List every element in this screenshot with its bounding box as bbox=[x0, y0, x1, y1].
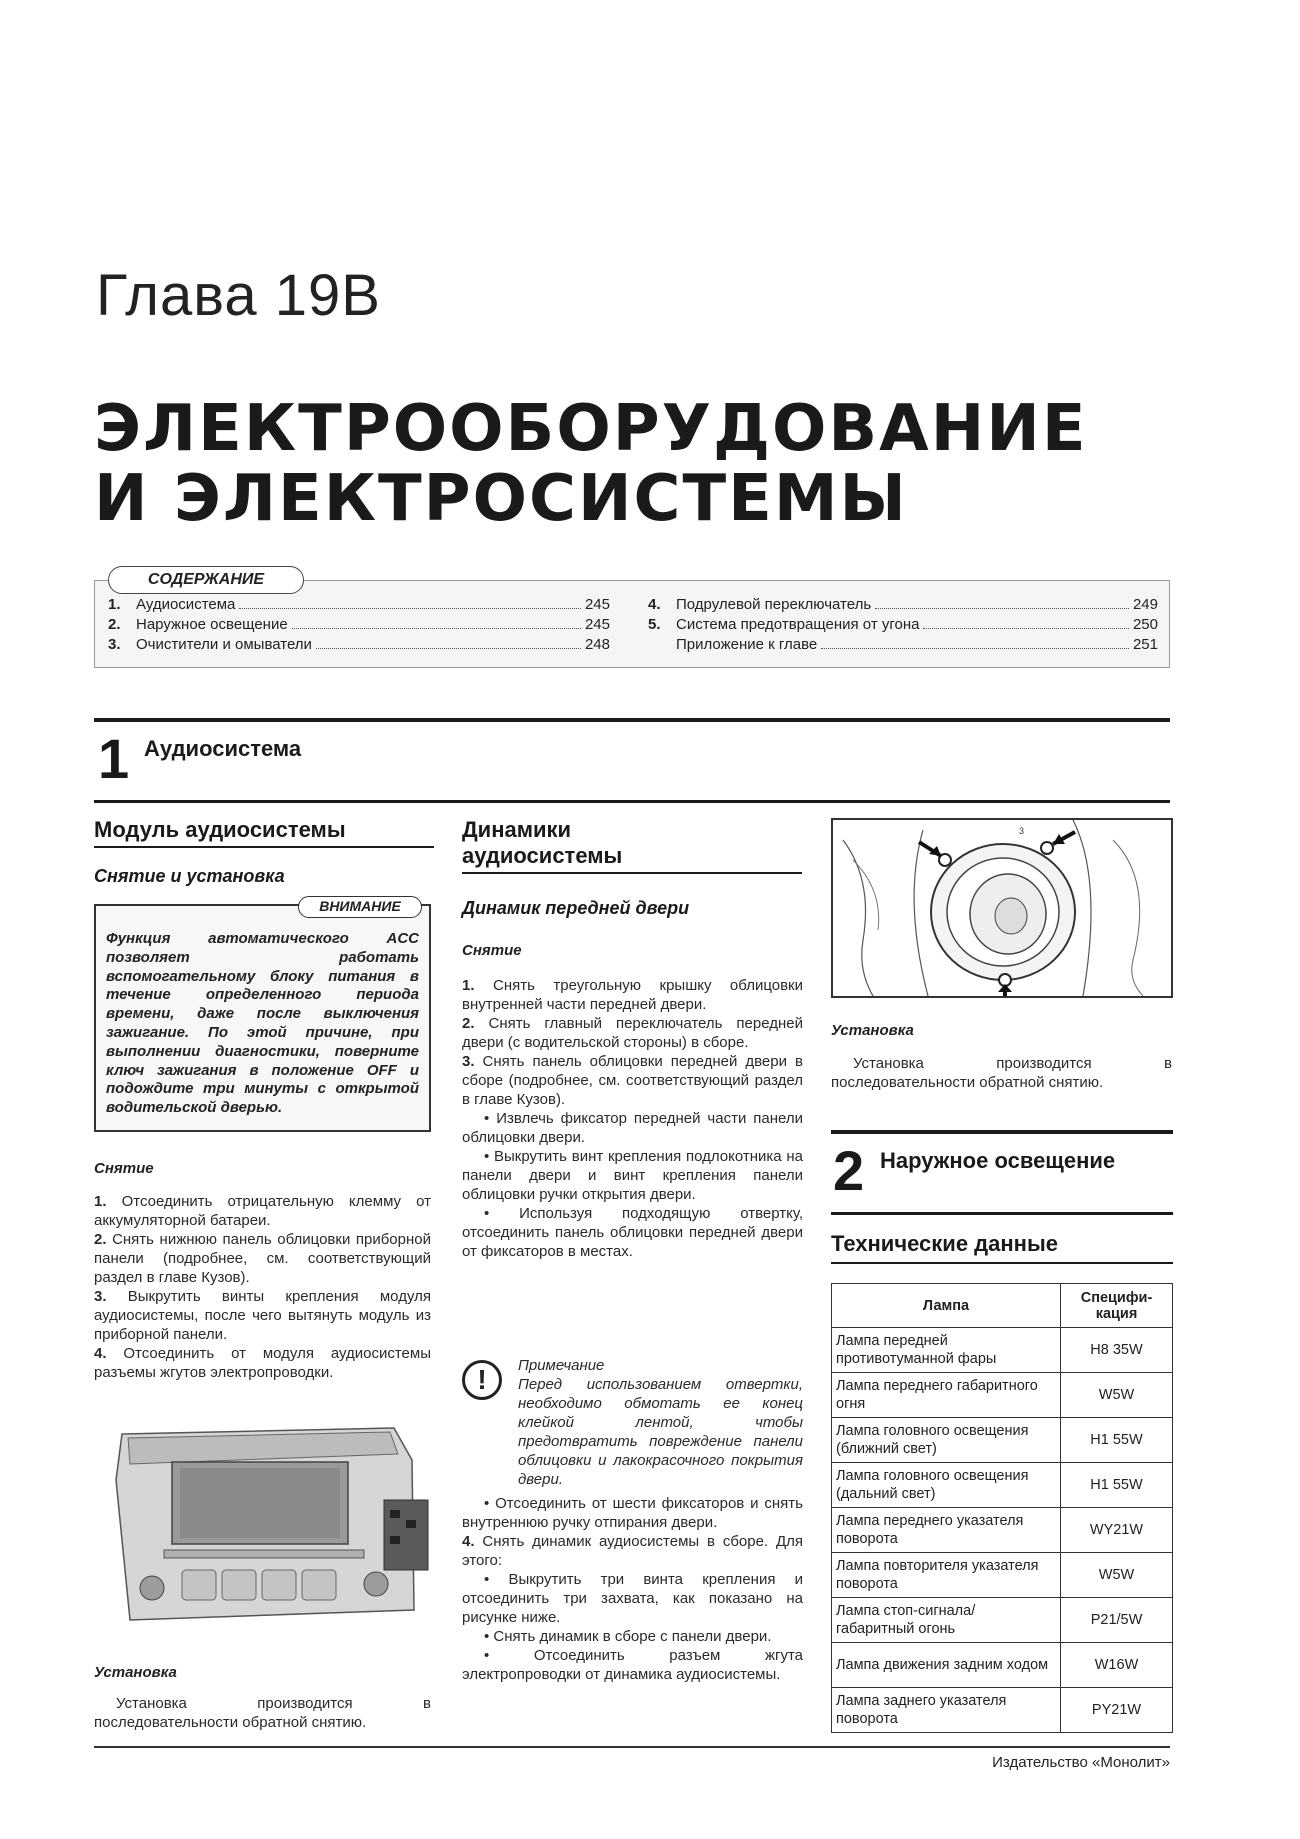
spec-cell: H1 55W bbox=[1061, 1463, 1173, 1508]
toc-item-number: 3. bbox=[108, 636, 121, 653]
audio-module-illustration bbox=[94, 1420, 434, 1632]
lamp-cell: Лампа стоп-сигнала/ габаритный огонь bbox=[832, 1598, 1061, 1643]
bullet-text: Выкрутить три винта крепления и отсоединить три захвата, как показано на рисунке ниже. bbox=[462, 1571, 803, 1626]
step-number: 1. bbox=[462, 977, 475, 994]
toc-item-number: 4. bbox=[648, 596, 661, 613]
toc-leader-dots bbox=[875, 608, 1129, 609]
install-heading: Установка bbox=[831, 1022, 914, 1039]
table-row bbox=[832, 1688, 1173, 1733]
speaker-figure bbox=[831, 818, 1173, 998]
toc-item-page: 248 bbox=[584, 636, 610, 653]
toc-leader-dots bbox=[821, 648, 1129, 649]
bullet-text: Извлечь фиксатор передней части панели облицовки двери. bbox=[462, 1110, 803, 1146]
page-title-line-1: ЭЛЕКТРООБОРУДОВАНИЕ bbox=[94, 392, 1088, 466]
note-icon: ! bbox=[462, 1360, 502, 1400]
warning-text: Функция автоматического ACC позволяет работать вспомогательному блоку питания в течение определенного периода времени, даже после выключения зажигание. По этой причине, при выполнении диагностики, поверните ключ зажигания в положение OFF и подождите три минуты с открытой водительской дверью. bbox=[106, 930, 419, 1117]
publisher-footer: Издательство «Монолит» bbox=[992, 1754, 1170, 1771]
bullet-text: Отсоединить разъем жгута электропроводки от динамика аудиосистемы. bbox=[462, 1647, 803, 1683]
bullet-text: Снять динамик в сборе с панели двери. bbox=[493, 1628, 772, 1645]
table-row bbox=[832, 1463, 1173, 1508]
toc-item[interactable] bbox=[108, 636, 610, 653]
toc-item-page: 249 bbox=[1132, 596, 1158, 613]
toc-leader-dots bbox=[239, 608, 581, 609]
lamp-cell: Лампа передней противотуманной фары bbox=[832, 1328, 1061, 1373]
step-number: 3. bbox=[94, 1288, 107, 1305]
spec-cell: PY21W bbox=[1061, 1688, 1173, 1733]
toc-item[interactable] bbox=[648, 596, 1158, 613]
section-rule bbox=[831, 1212, 1173, 1215]
spec-cell: W16W bbox=[1061, 1643, 1173, 1688]
removal-steps-continued: • Отсоединить от шести фиксаторов и снять внутреннюю ручку отпирания двери. 4. Снять динамик аудиосистемы в сборе. Для этого: • Выкрутить три винта крепления и отсоединить три захвата, как показано на рисунке ниже. • Снять динамик в сборе с панели двери. • Отсоединить разъем жгута электропроводки от динамика аудиосистемы. bbox=[462, 1495, 803, 1683]
step-number: 4. bbox=[462, 1533, 475, 1550]
footer-rule bbox=[94, 1746, 1170, 1748]
install-paragraph: Установка производится в последовательности обратной снятию. bbox=[831, 1055, 1172, 1091]
removal-heading: Снятие bbox=[94, 1160, 154, 1177]
install-text bbox=[94, 1694, 431, 1732]
bullet-text: Выкрутить винт крепления подлокотника на панели двери и винт крепления панели облицовки ручки открытия двери. bbox=[462, 1148, 804, 1203]
table-header-row bbox=[832, 1284, 1173, 1328]
step-number: 4. bbox=[94, 1345, 107, 1362]
toc-item-text: Очистители и омыватели bbox=[136, 636, 312, 653]
section-number: 1 bbox=[98, 727, 130, 790]
toc-item-text: Наружное освещение bbox=[136, 616, 288, 633]
toc-item[interactable] bbox=[648, 616, 1158, 633]
warning-label: ВНИМАНИЕ bbox=[298, 896, 422, 918]
step-text: Снять треугольную крышку облицовки внутренней части передней двери. bbox=[462, 977, 803, 1013]
spec-cell: H1 55W bbox=[1061, 1418, 1173, 1463]
toc-leader-dots bbox=[292, 628, 581, 629]
spec-cell: P21/5W bbox=[1061, 1598, 1173, 1643]
toc-item-page: 245 bbox=[584, 596, 610, 613]
step-text: Отсоединить от модуля аудиосистемы разъемы жгутов электропроводки. bbox=[94, 1345, 431, 1381]
bullet-text: Используя подходящую отвертку, отсоединить панель облицовки передней двери от фиксаторов в местах. bbox=[462, 1205, 803, 1260]
note-text bbox=[518, 1356, 803, 1489]
table-row bbox=[832, 1598, 1173, 1643]
toc-item[interactable] bbox=[108, 596, 610, 613]
spec-table bbox=[831, 1283, 1173, 1733]
step-text: Снять нижнюю панель облицовки приборной панели (подробнее, см. соответствующий раздел в главе Кузов). bbox=[94, 1231, 431, 1286]
toc-item-text: Система предотвращения от угона bbox=[676, 616, 920, 633]
toc-item-page: 250 bbox=[1132, 616, 1158, 633]
audio-module-figure bbox=[94, 1420, 434, 1632]
subheading: Динамик передней двери bbox=[462, 898, 690, 918]
table-row bbox=[832, 1328, 1173, 1373]
heading-rule bbox=[462, 872, 802, 874]
toc-item-page: 245 bbox=[584, 616, 610, 633]
spec-cell: W5W bbox=[1061, 1553, 1173, 1598]
step-text: Отсоединить отрицательную клемму от аккумуляторной батареи. bbox=[94, 1193, 431, 1229]
column-heading-line-1: Динамики bbox=[462, 817, 572, 842]
lamp-cell: Лампа головного освещения (ближний свет) bbox=[832, 1418, 1061, 1463]
spec-cell: H8 35W bbox=[1061, 1328, 1173, 1373]
install-heading: Установка bbox=[94, 1664, 177, 1681]
heading-rule bbox=[94, 846, 434, 848]
section-rule bbox=[94, 800, 1170, 803]
toc-label: СОДЕРЖАНИЕ bbox=[108, 566, 304, 594]
spec-cell: WY21W bbox=[1061, 1508, 1173, 1553]
table-row bbox=[832, 1418, 1173, 1463]
step-text: Снять динамик аудиосистемы в сборе. Для этого: bbox=[462, 1533, 803, 1569]
table-row bbox=[832, 1373, 1173, 1418]
step-number: 1. bbox=[94, 1193, 107, 1210]
removal-steps: 1. Снять треугольную крышку облицовки внутренней части передней двери. 2. Снять главный переключатель передней двери (с водительской стороны) в сборе. 3. Снять панель облицовки передней двери в сборе (подробнее, см. соответствующий раздел в главе Кузов). • Извлечь фиксатор передней части панели облицовки двери. • Выкрутить винт крепления подлокотника на панели двери и винт крепления панели облицовки ручки открытия двери. • Используя подходящую отвертку, отсоединить панель облицовки передней двери от фиксаторов в местах. bbox=[462, 977, 804, 1260]
lamp-cell: Лампа головного освещения (дальний свет) bbox=[832, 1463, 1061, 1508]
section-number: 2 bbox=[833, 1139, 865, 1202]
section-title: Аудиосистема bbox=[144, 736, 302, 761]
chapter-label: Глава 19В bbox=[96, 263, 381, 328]
install-paragraph: Установка производится в последовательности обратной снятию. bbox=[94, 1695, 431, 1731]
table-row bbox=[832, 1553, 1173, 1598]
section-rule bbox=[94, 718, 1170, 722]
column-heading: Модуль аудиосистемы bbox=[94, 817, 346, 842]
toc-leader-dots bbox=[316, 648, 581, 649]
toc-item-text: Аудиосистема bbox=[136, 596, 236, 613]
note-body: Перед использованием отвертки, необходимо обмотать ее конец клейкой лентой, чтобы предотвратить повреждение панели облицовки и лакокрасочного покрытия двери. bbox=[518, 1376, 803, 1488]
toc-item-text: Подрулевой переключатель bbox=[676, 596, 872, 613]
tech-data-heading: Технические данные bbox=[831, 1231, 1058, 1256]
removal-heading: Снятие bbox=[462, 942, 522, 959]
step-text: Выкрутить винты крепления модуля аудиосистемы, после чего вытянуть модуль из приборной панели. bbox=[94, 1288, 431, 1343]
lamp-cell: Лампа переднего габаритного огня bbox=[832, 1373, 1061, 1418]
step-number: 2. bbox=[462, 1015, 475, 1032]
subheading: Снятие и установка bbox=[94, 866, 285, 886]
warning-box bbox=[94, 904, 431, 1132]
toc-item-number: 5. bbox=[648, 616, 661, 633]
page-title-line-2: И ЭЛЕКТРОСИСТЕМЫ bbox=[94, 462, 908, 536]
table-header-spec: Специфи-кация bbox=[1061, 1284, 1173, 1328]
toc-item-page: 251 bbox=[1132, 636, 1158, 653]
removal-steps bbox=[94, 1192, 431, 1382]
step-text: Снять панель облицовки передней двери в сборе (подробнее, см. соответствующий раздел в главе Кузов). bbox=[462, 1053, 803, 1108]
svg-text:3: 3 bbox=[1019, 826, 1025, 836]
heading-rule bbox=[831, 1262, 1173, 1264]
toc-item-text: Приложение к главе bbox=[676, 636, 818, 653]
lamp-cell: Лампа движения задним ходом bbox=[832, 1643, 1061, 1688]
install-text bbox=[831, 1054, 1172, 1092]
lamp-cell: Лампа заднего указателя поворота bbox=[832, 1688, 1061, 1733]
spec-cell: W5W bbox=[1061, 1373, 1173, 1418]
bullet-text: Отсоединить от шести фиксаторов и снять внутреннюю ручку отпирания двери. bbox=[462, 1495, 803, 1531]
toc-item[interactable] bbox=[648, 636, 1158, 653]
step-number: 3. bbox=[462, 1053, 475, 1070]
step-number: 2. bbox=[94, 1231, 107, 1248]
speaker-illustration bbox=[833, 820, 1171, 996]
section-rule bbox=[831, 1130, 1173, 1134]
toc-item-number: 1. bbox=[108, 596, 121, 613]
table-row bbox=[832, 1508, 1173, 1553]
toc-leader-dots bbox=[923, 628, 1128, 629]
lamp-cell: Лампа повторителя указателя поворота bbox=[832, 1553, 1061, 1598]
toc-item[interactable] bbox=[108, 616, 610, 633]
section-title: Наружное освещение bbox=[880, 1148, 1116, 1173]
toc-item-number: 2. bbox=[108, 616, 121, 633]
column-heading-line-2: аудиосистемы bbox=[462, 843, 623, 868]
table-row bbox=[832, 1643, 1173, 1688]
table-header-lamp: Лампа bbox=[832, 1284, 1061, 1328]
lamp-cell: Лампа переднего указателя поворота bbox=[832, 1508, 1061, 1553]
step-text: Снять главный переключатель передней двери (с водительской стороны) в сборе. bbox=[462, 1015, 803, 1051]
note-title: Примечание bbox=[518, 1357, 605, 1374]
